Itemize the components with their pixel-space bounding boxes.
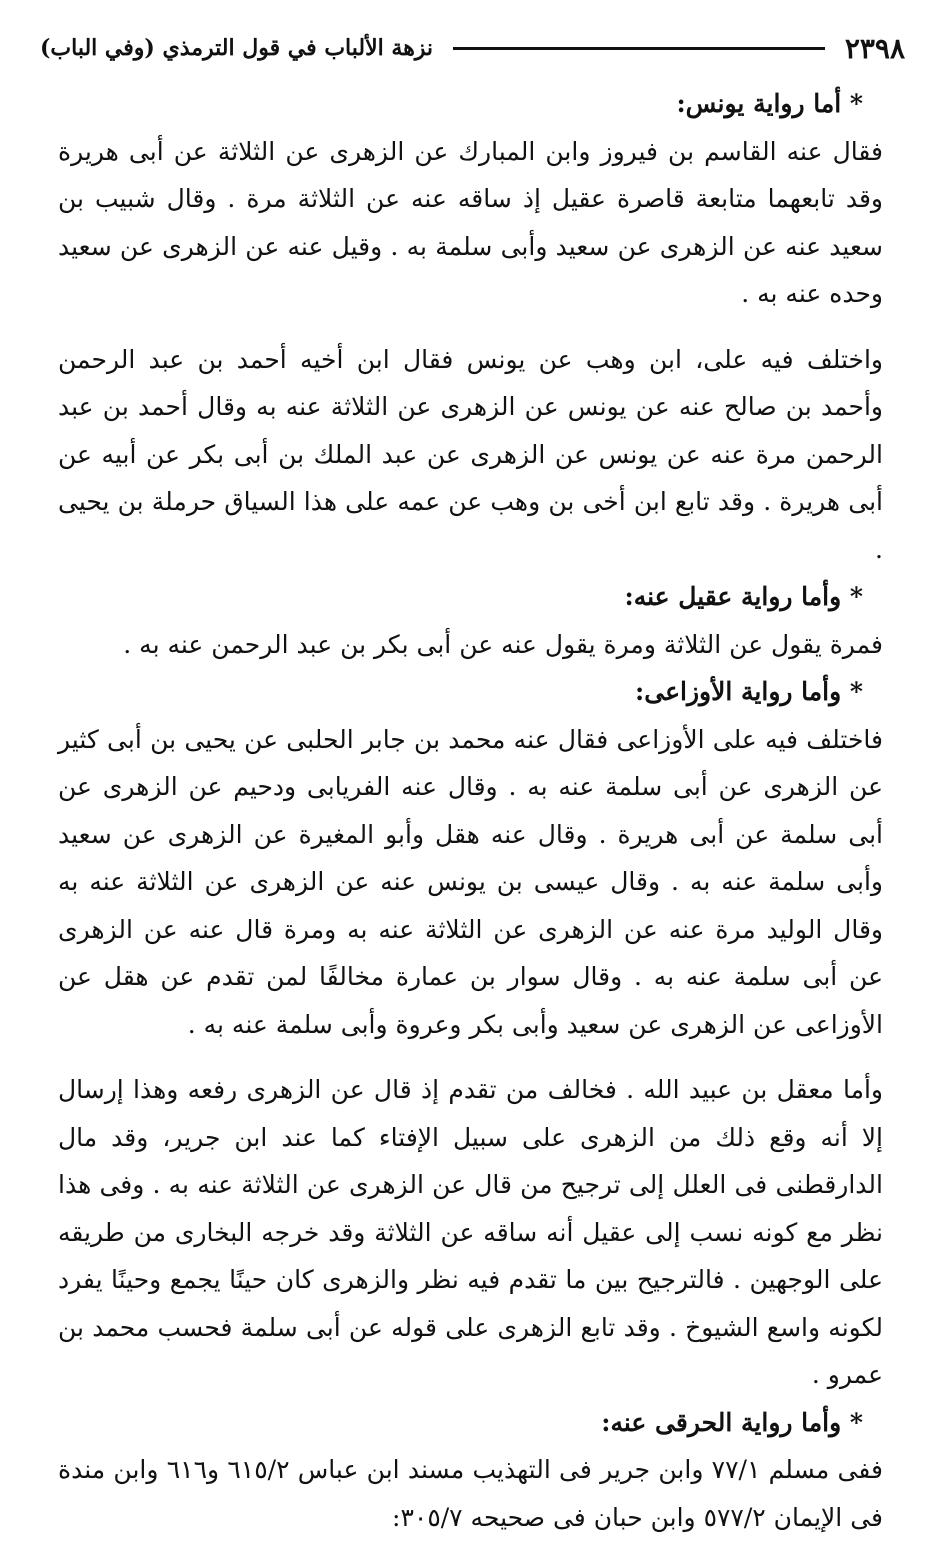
page-body	[58, 80, 883, 1541]
paragraph: وأما معقل بن عبيد الله . فخالف من تقدم إذ قال عن الزهرى رفعه وهذا إرسال إلا أنه وقع ذلك من الزهرى على سبيل الإفتاء كما عند ابن جرير، وقد مال الدارقطنى فى العلل إلى ترجيح من قال عن الزهرى عن الثلاثة عنه به . وفى هذا نظر مع كونه نسب إلى عقيل أنه ساقه عن الثلاثة وقد خرجه البخارى من طريقه على الوجهين . فالترجيح بين ما تقدم فيه نظر والزهرى كان حينًا يجمع وحينًا يفرد لكونه واسع الشيوخ . وقد تابع الزهرى على قوله عن أبى سلمة فحسب محمد بن عمرو .	[58, 1075, 883, 1389]
star-icon: *	[849, 582, 863, 611]
section-heading-awzai	[58, 668, 863, 716]
page-header	[40, 28, 905, 68]
star-icon: *	[849, 89, 863, 118]
page-number: ٢٣٩٨	[844, 31, 905, 65]
heading-text: وأما رواية الأوزاعى:	[635, 677, 842, 706]
star-icon: *	[849, 677, 863, 706]
paragraph: ففى مسلم ٧٧/١ وابن جرير فى التهذيب مسند ابن عباس ٦١٥/٢ و٦١٦ وابن مندة فى الإيمان ٥٧٧/٢ وابن حبان فى صحيحه ٣٠٥/٧:	[58, 1455, 883, 1532]
spacer	[58, 1048, 883, 1066]
paragraph: فاختلف فيه على الأوزاعى فقال عنه محمد بن جابر الحلبى عن يحيى بن أبى كثير عن الزهرى عن أبى سلمة عنه به . وقال عنه الفريابى ودحيم عن الزهرى عن أبى سلمة عن أبى هريرة . وقال عنه هقل وأبو المغيرة عن الزهرى عن سعيد وأبى سلمة عنه به . وقال عيسى بن يونس عنه عن الزهرى عن الثلاثة عنه به وقال الوليد مرة عنه عن الزهرى عن الثلاثة عنه به ومرة قال عنه عن الزهرى عن أبى سلمة عنه به . وقال سوار بن عمارة مخالفًا لمن تقدم عن هقل عن الأوزاعى عن الزهرى عن سعيد وأبى بكر وعروة وأبى سلمة عنه به .	[58, 724, 883, 1039]
heading-text: وأما رواية عقيل عنه:	[624, 582, 842, 611]
section-heading-uqayl	[58, 573, 863, 621]
spacer	[58, 318, 883, 336]
star-icon: *	[849, 1407, 863, 1437]
section-heading-yunus	[58, 80, 863, 128]
section-heading-huraqi	[58, 1399, 863, 1447]
paragraph: فمرة يقول عن الثلاثة ومرة يقول عنه عن أبى بكر بن عبد الرحمن عنه به .	[123, 629, 883, 659]
heading-text: أما رواية يونس:	[676, 89, 842, 118]
header-rule	[453, 47, 825, 50]
paragraph: فقال عنه القاسم بن فيروز وابن المبارك عن الزهرى عن الثلاثة عن أبى هريرة وقد تابعهما متابعة قاصرة عقيل إذ ساقه عنه عن الثلاثة مرة . وقال شبيب بن سعيد عنه عن الزهرى عن سعيد وأبى سلمة به . وقيل عنه عن الزهرى عن سعيد وحده عنه به .	[58, 136, 883, 308]
running-title: نزهة الألباب في قول الترمذي (وفي الباب)	[40, 35, 434, 61]
paragraph: واختلف فيه على، ابن وهب عن يونس فقال ابن أخيه أحمد بن عبد الرحمن وأحمد بن صالح عنه عن يونس عن الزهرى عن الثلاثة عنه به وقال أحمد بن عبد الرحمن مرة عنه عن يونس عن الزهرى عن عبد الملك بن أبى بكر عن أبيه عن أبى هريرة . وقد تابع ابن أخى بن وهب عن عمه على هذا السياق حرملة بن يحيى .	[58, 344, 883, 564]
heading-text: وأما رواية الحرقى عنه:	[601, 1407, 842, 1437]
